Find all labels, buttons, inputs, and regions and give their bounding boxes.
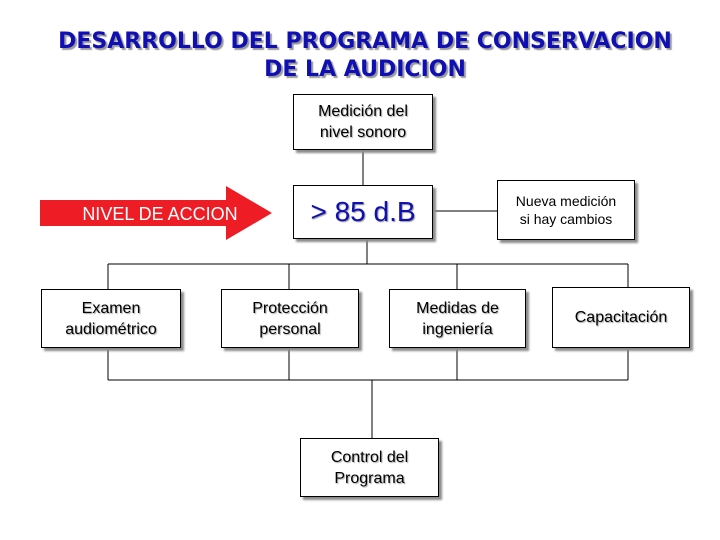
medicion-line-1: Medición del: [318, 103, 408, 120]
title-line-2: DE LA AUDICION: [264, 57, 466, 82]
capacitacion-box: [552, 287, 690, 348]
examen-line-1: Examen: [81, 299, 141, 317]
proteccion-box: [221, 289, 359, 348]
control-box: [300, 438, 439, 497]
nueva-medicion-box: [497, 180, 635, 240]
title-line-1: DESARROLLO DEL PROGRAMA DE CONSERVACION: [58, 29, 672, 54]
control-line-1: Control del: [330, 448, 409, 466]
nivel-accion-label: NIVEL DE ACCION: [82, 204, 238, 224]
examen-line-2: audiométrico: [65, 320, 157, 338]
control-line-2: Programa: [334, 469, 405, 487]
medidas-line-2: ingeniería: [422, 320, 493, 338]
capacitacion-label: Capacitación: [574, 309, 668, 326]
proteccion-line-2: personal: [259, 320, 321, 338]
threshold-value: > 85 d.B: [310, 196, 416, 227]
medidas-line-1: Medidas de: [416, 299, 499, 317]
threshold-box: [293, 185, 433, 239]
proteccion-line-1: Protección: [252, 299, 328, 317]
medicion-box: [293, 94, 433, 150]
examen-box: [41, 289, 181, 348]
nueva-medicion-line-2: si hay cambios: [519, 211, 613, 227]
nueva-medicion-line-1: Nueva medición: [515, 193, 617, 209]
medidas-box: [389, 289, 526, 348]
medicion-line-2: nivel sonoro: [319, 124, 407, 141]
